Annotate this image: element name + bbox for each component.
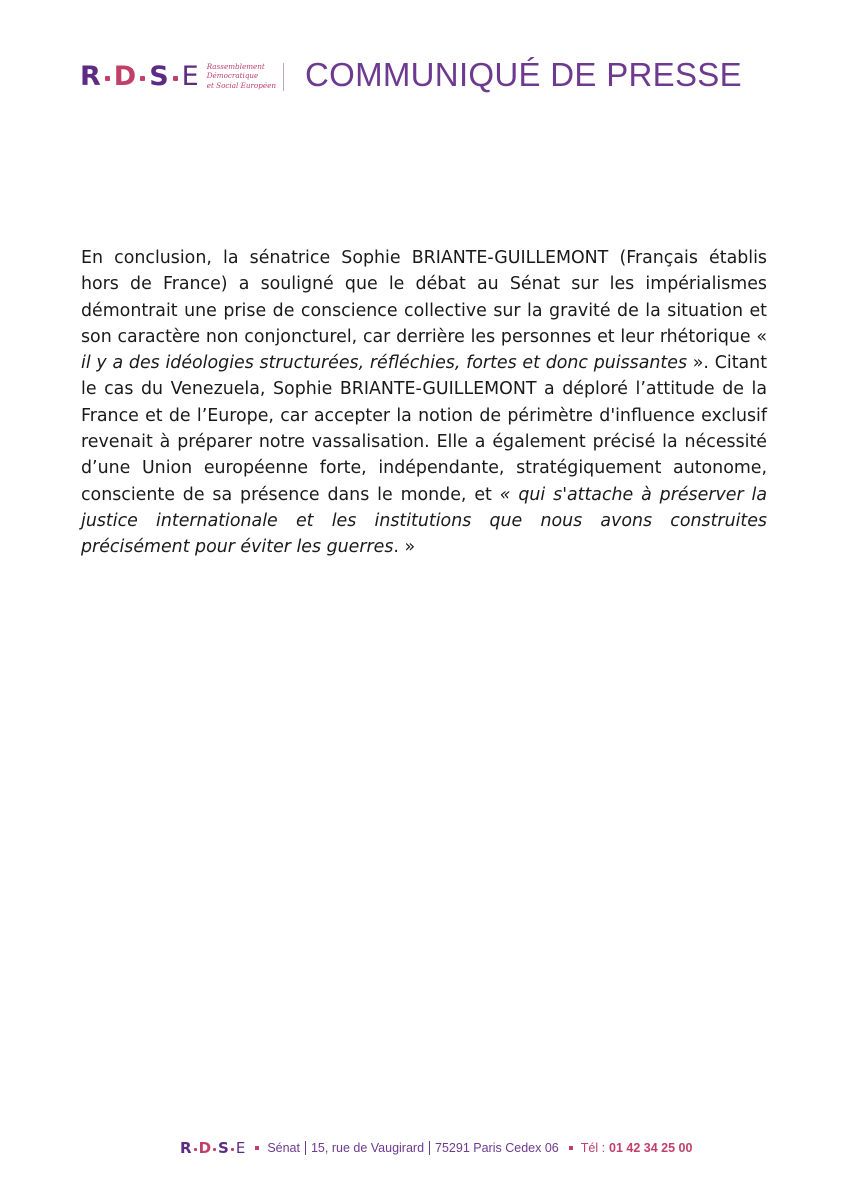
header-divider (283, 63, 284, 91)
logo-dot (173, 76, 178, 81)
logo-tagline-line: Démocratique (206, 71, 259, 81)
body-text: En conclusion, la sénatrice Sophie BRIANTE-GUILLEMONT (Français établis hors de France) a souligné que le débat au Sénat sur les impérialismes démontrait une prise de conscience collective sur la gravité de la situation et son caractère non conjoncturel, car derrière les personnes et leur rhétorique « (81, 248, 767, 347)
page-title: COMMUNIQUÉ DE PRESSE (305, 56, 742, 93)
logo-letter-d: D (113, 60, 137, 92)
logo-letter-s: S (218, 1139, 229, 1157)
footer-city: 75291 Paris Cedex 06 (435, 1141, 559, 1155)
footer-bullet (569, 1146, 573, 1150)
logo-letter-e: E (235, 1139, 246, 1157)
logo-letter-r: R (80, 60, 101, 92)
logo-tagline (207, 62, 287, 91)
page-footer (180, 1136, 692, 1160)
logo-dot (105, 76, 110, 81)
logo-letter-r: R (180, 1139, 192, 1157)
footer-street: 15, rue de Vaugirard (310, 1141, 425, 1155)
logo-dot (194, 1148, 197, 1151)
rdse-logo (80, 56, 287, 96)
logo-tagline-line: et Social Européen (206, 80, 276, 90)
footer-bullet (255, 1146, 259, 1150)
logo-dot (140, 76, 145, 81)
page-header (80, 52, 770, 100)
logo-letters (80, 61, 199, 92)
footer-phone-label: Tél : (580, 1141, 606, 1155)
quote-text: il y a des idéologies structurées, réfléchies, fortes et donc puissantes (81, 353, 688, 374)
logo-letter-e: E (181, 60, 199, 92)
body-text: ». Citant le cas du Venezuela, Sophie BRIANTE-GUILLEMONT a déploré l’attitude de la France et de l’Europe, car accepter la notion de périmètre d'influence exclusif revenait à préparer notre vassalisation. Elle a également précisé la nécessité d’une Union européenne forte, indépendante, stratégiquement autonome, consciente de sa présence dans le monde, et (81, 353, 768, 505)
footer-phone: 01 42 34 25 00 (609, 1141, 693, 1155)
body-text: . » (393, 537, 416, 558)
press-release-body (81, 245, 767, 561)
footer-logo (180, 1139, 245, 1157)
quote-text: « qui s'attache à préserver la justice internationale et les institutions que nous avons construites précisément pour éviter les guerres (81, 484, 767, 558)
logo-dot (213, 1148, 216, 1151)
logo-letter-s: S (149, 60, 169, 92)
footer-divider (429, 1141, 430, 1155)
footer-divider (305, 1141, 306, 1155)
footer-place: Sénat (267, 1141, 300, 1155)
logo-letter-d: D (198, 1139, 212, 1157)
logo-tagline-line: Rassemblement (206, 61, 265, 71)
logo-dot (231, 1148, 234, 1151)
